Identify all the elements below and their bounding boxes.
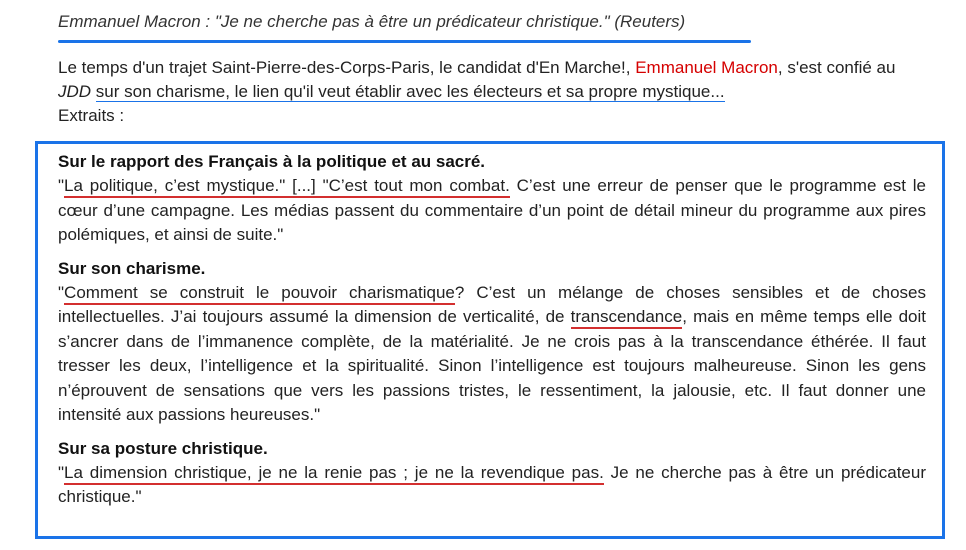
excerpt-section-christic [58,437,926,510]
photo-caption: Emmanuel Macron : "Je ne cherche pas à être un prédicateur christique." (Reuters) [58,12,686,31]
quote-rest: , mais en même temps elle doit s’ancrer dans de l’immanence complète, de la matérialité. Je ne crois pas à la transcendance éthérée. Il faut tresser les deux, l’intelligence et la spiritualité. Sinon l’intelligence est toujours malheureuse. Sinon les gens n’éprouvent de sensations que vers les passions tristes, le ressentiment, la jalousie, etc. Il faut donner une intensité aux passions heureuses." [58,307,926,424]
intro-text-mid: , s'est confié au [777,58,896,77]
intro-highlighted-text [96,82,725,102]
quote-open-mark: " [58,462,65,482]
excerpt-section-politics [58,150,926,248]
highlighted-quote: Comment se construit le pouvoir charismatique [64,283,455,305]
excerpts-content [58,150,926,519]
excerpt-section-charisma [58,257,926,428]
extraits-label: Extraits : [58,106,125,125]
quote-middle: ? C’est un mélange de choses sensibles et de choses intellectuelles. J’ai toujours assumé la dimension de verticalité, de [58,282,926,326]
intro-underlined-phrase: sur son charisme, le lien qu'il veut établir avec les électeurs et sa propre mystique [95,82,711,101]
intro-text-start: Le temps d'un trajet Saint-Pierre-des-Corps-Paris, le candidat d'En Marche!, [58,58,636,77]
quote-open-mark: " [58,176,65,195]
intro-ellipsis: ... [710,82,725,101]
author-link[interactable]: Emmanuel Macron [635,58,778,77]
section-quote [58,281,926,428]
highlighted-quote: La dimension christique, je ne la renie pas ; je ne la revendique pas. [64,463,604,485]
section-quote [58,461,926,510]
highlighted-quote: La politique, c’est mystique." [...] "C’est tout mon combat. [64,176,510,198]
excerpts-box [35,141,945,539]
section-title: Sur le rapport des Français à la politique et au sacré. [58,152,486,171]
jdd-name: JDD [58,82,92,101]
quote-rest: Je ne cherche pas à être un prédicateur christique." [58,462,926,506]
highlighted-word: transcendance [571,307,683,329]
quote-rest: C’est une erreur de penser que le programme est le cœur d’une campagne. Les médias passent du commentaire d’un point de détail mineur du programme aux pires polémiques, et ainsi de suite." [58,176,927,244]
section-quote [58,174,926,248]
caption-highlight-line [58,40,751,43]
quote-open-mark: " [58,282,65,302]
intro-paragraph [58,56,908,128]
section-title: Sur sa posture christique. [58,438,268,458]
section-title: Sur son charisme. [58,258,206,278]
